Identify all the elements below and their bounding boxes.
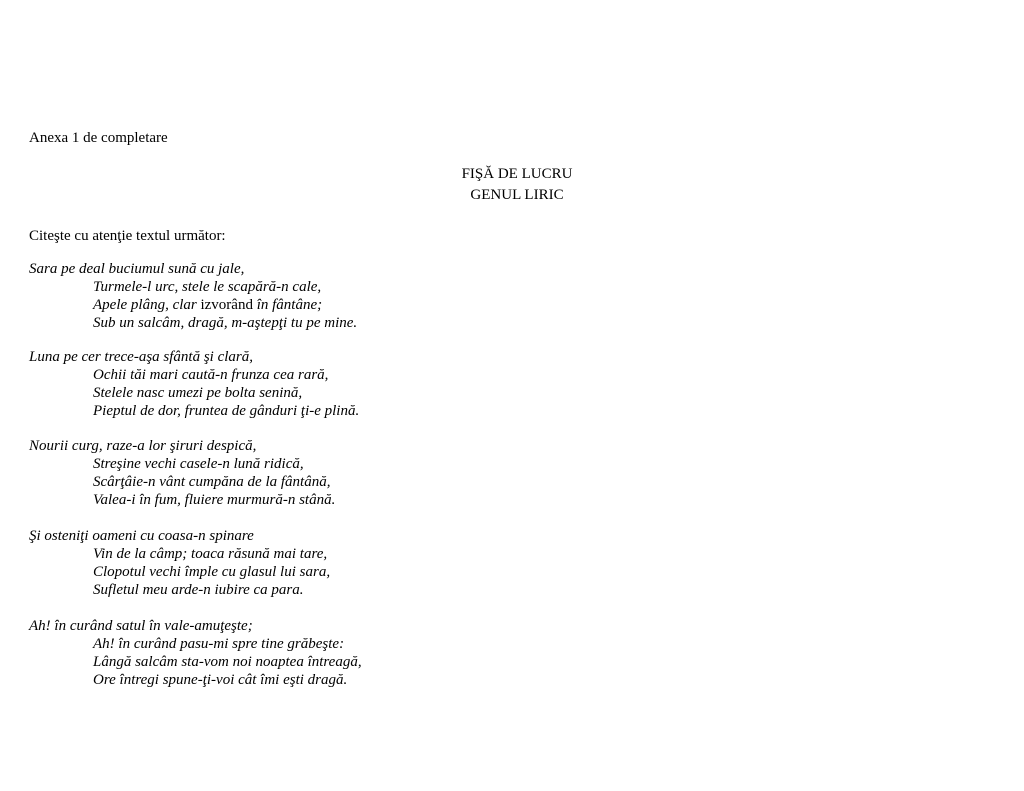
worksheet-subtitle: GENUL LIRIC xyxy=(470,187,564,203)
poem-line: Scârţâie-n vânt cumpăna de la fântână, xyxy=(93,474,331,490)
poem-line-part-upright: izvorând xyxy=(200,297,253,313)
poem-line-part: Apele plâng, clar xyxy=(93,297,201,313)
poem-line: Nourii curg, raze-a lor şiruri despică, xyxy=(29,438,257,454)
poem-line: Pieptul de dor, fruntea de gânduri ţi-e plină. xyxy=(93,403,360,419)
poem-stanza-3 xyxy=(29,437,335,509)
poem-line: Sara pe deal buciumul sună cu jale, xyxy=(29,261,245,277)
poem-stanza-1 xyxy=(29,260,357,332)
poem-stanza-5 xyxy=(29,617,362,689)
poem-line: Stelele nasc umezi pe bolta senină, xyxy=(93,385,303,401)
poem-line: Vin de la câmp; toaca răsună mai tare, xyxy=(93,546,328,562)
poem-line: Ah! în curând satul în vale-amuţeşte; xyxy=(29,618,253,634)
poem-line: Lângă salcâm sta-vom noi noaptea întreagă, xyxy=(93,654,362,670)
poem-line: Sufletul meu arde-n iubire ca para. xyxy=(93,582,304,598)
worksheet-title: FIŞĂ DE LUCRU xyxy=(461,166,573,182)
poem-line: Ah! în curând pasu-mi spre tine grăbeşte: xyxy=(93,636,345,652)
annex-label: Anexa 1 de completare xyxy=(29,130,168,146)
poem-line: Valea-i în fum, fluiere murmură-n stână. xyxy=(93,492,336,508)
poem-line-part: în fântâne; xyxy=(252,297,323,313)
poem-line: Clopotul vechi împle cu glasul lui sara, xyxy=(93,564,331,580)
poem-line xyxy=(29,296,357,314)
poem-line: Ochii tăi mari caută-n frunza cea rară, xyxy=(93,367,329,383)
poem-line: Şi osteniţi oameni cu coasa-n spinare xyxy=(29,528,254,544)
poem-line: Streşine vechi casele-n lună ridică, xyxy=(93,456,304,472)
poem-line: Luna pe cer trece-aşa sfântă şi clară, xyxy=(29,349,253,365)
poem-stanza-4 xyxy=(29,527,330,599)
poem-line: Ore întregi spune-ţi-voi cât îmi eşti dragă. xyxy=(93,672,348,688)
instruction-text: Citeşte cu atenţie textul următor: xyxy=(29,228,226,244)
poem-line: Sub un salcâm, dragă, m-aştepţi tu pe mine. xyxy=(93,315,358,331)
poem-stanza-2 xyxy=(29,348,359,420)
poem-line: Turmele-l urc, stele le scapără-n cale, xyxy=(93,279,322,295)
